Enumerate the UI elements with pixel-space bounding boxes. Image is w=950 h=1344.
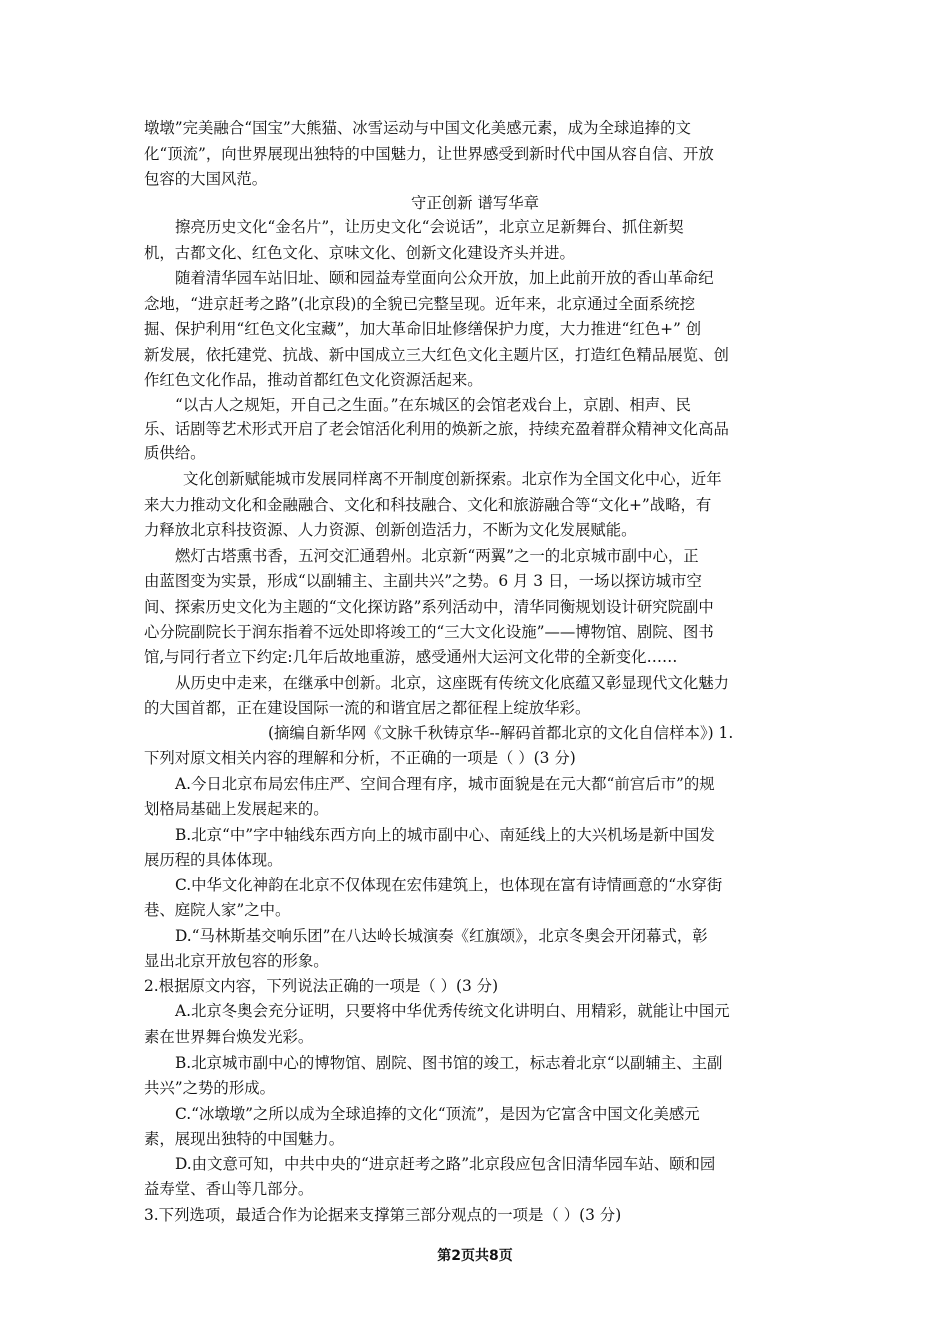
text-line: 来大力推动文化和金融融合、文化和科技融合、文化和旅游融合等“文化+”战略，有 bbox=[144, 496, 712, 514]
text-line: 擦亮历史文化“金名片”，让历史文化“会说话”，北京立足新舞台、抓住新契 bbox=[175, 218, 684, 236]
section-heading: 守正创新 谱写华章 bbox=[410, 194, 540, 212]
text-line: 随着清华园车站旧址、颐和园益寿堂面向公众开放，加上此前开放的香山革命纪 bbox=[175, 269, 714, 287]
source-citation: (摘编自新华网《文脉千秋铸京华--解码首都北京的文化自信样本》) 1. bbox=[268, 724, 734, 742]
text-line: 素，展现出独特的中国魅力。 bbox=[144, 1130, 345, 1148]
text-line: 力释放北京科技资源、人力资源、创新创造活力，不断为文化发展赋能。 bbox=[144, 521, 637, 539]
option-c: C.“冰墩墩”之所以成为全球追捧的文化“顶流”，是因为它富含中国文化美感元 bbox=[175, 1105, 700, 1123]
option-a: A.北京冬奥会充分证明，只要将中华优秀传统文化讲明白、用精彩，就能让中国元 bbox=[175, 1002, 730, 1020]
text-line: 的大国首都，正在建设国际一流的和谐宜居之都征程上绽放华彩。 bbox=[144, 699, 591, 717]
text-line: 念地，“进京赶考之路”(北京段)的全貌已完整呈现。近年来，北京通过全面系统挖 bbox=[144, 295, 696, 313]
text-line: 共兴”之势的形成。 bbox=[144, 1079, 275, 1097]
text-line: 间、探索历史文化为主题的“文化探访路”系列活动中，清华同衡规划设计研究院副中 bbox=[144, 598, 714, 616]
text-line: 划格局基础上发展起来的。 bbox=[144, 800, 329, 818]
option-b: B.北京城市副中心的博物馆、剧院、图书馆的竣工，标志着北京“以副辅主、主副 bbox=[175, 1054, 723, 1072]
text-line: 包容的大国风范。 bbox=[144, 170, 268, 188]
text-line: 心分院副院长于润东指着不远处即将竣工的“三大文化设施”——博物馆、剧院、图书 bbox=[144, 623, 714, 641]
question-stem: 下列对原文相关内容的理解和分析，不正确的一项是（ ）(3 分) bbox=[144, 749, 576, 767]
text-line: 掘、保护利用“红色文化宝藏”，加大革命旧址修缮保护力度，大力推进“红色+” 创 bbox=[144, 320, 702, 338]
text-line: 乐、话剧等艺术形式开启了老会馆活化利用的焕新之旅，持续充盈着群众精神文化高品 bbox=[144, 420, 729, 438]
text-line: 墩墩”完美融合“国宝”大熊猫、冰雪运动与中国文化美感元素，成为全球追捧的文 bbox=[144, 119, 691, 137]
text-line: 展历程的具体体现。 bbox=[144, 851, 283, 869]
text-line: 素在世界舞台焕发光彩。 bbox=[144, 1028, 314, 1046]
option-d: D.“马林斯基交响乐团”在八达岭长城演奏《红旗颂》，北京冬奥会开闭幕式，彰 bbox=[175, 927, 708, 945]
text-line: 质供给。 bbox=[144, 444, 206, 462]
text-line: 由蓝图变为实景，形成“以副辅主、主副共兴”之势。6 月 3 日，一场以探访城市空 bbox=[144, 572, 702, 590]
option-c: C.中华文化神韵在北京不仅体现在宏伟建筑上，也体现在富有诗情画意的“水穿街 bbox=[175, 876, 723, 894]
option-a: A.今日北京布局宏伟庄严、空间合理有序，城市面貌是在元大都“前宫后市”的规 bbox=[175, 775, 715, 793]
page-number: 第2页共8页 bbox=[437, 1248, 513, 1264]
text-line: 作红色文化作品，推动首都红色文化资源活起来。 bbox=[144, 371, 483, 389]
text-line: 化“顶流”，向世界展现出独特的中国魅力，让世界感受到新时代中国从容自信、开放 bbox=[144, 145, 714, 163]
text-line: 机，古都文化、红色文化、京味文化、创新文化建设齐头并进。 bbox=[144, 244, 575, 262]
question-stem: 2.根据原文内容，下列说法正确的一项是（ ）(3 分) bbox=[144, 977, 499, 995]
text-line: 馆,与同行者立下约定:几年后故地重游，感受通州大运河文化带的全新变化…… bbox=[144, 648, 678, 666]
option-b: B.北京“中”字中轴线东西方向上的城市副中心、南延线上的大兴机场是新中国发 bbox=[175, 826, 715, 844]
question-stem: 3.下列选项，最适合作为论据来支撑第三部分观点的一项是（ ）(3 分) bbox=[144, 1206, 622, 1224]
text-line: 益寿堂、香山等几部分。 bbox=[144, 1180, 314, 1198]
text-line: 文化创新赋能城市发展同样离不开制度创新探索。北京作为全国文化中心，近年 bbox=[183, 470, 722, 488]
text-line: 新发展，依托建党、抗战、新中国成立三大红色文化主题片区，打造红色精品展览、创 bbox=[144, 346, 729, 364]
option-d: D.由文意可知，中共中央的“进京赶考之路”北京段应包含旧清华园车站、颐和园 bbox=[175, 1155, 716, 1173]
text-line: 巷、庭院人家”之中。 bbox=[144, 901, 291, 919]
text-line: “以古人之规矩，开自己之生面。”在东城区的会馆老戏台上，京剧、相声、民 bbox=[175, 396, 691, 414]
text-line: 显出北京开放包容的形象。 bbox=[144, 952, 329, 970]
text-line: 燃灯古塔熏书香，五河交汇通碧州。北京新“两翼”之一的北京城市副中心，正 bbox=[175, 547, 699, 565]
text-line: 从历史中走来，在继承中创新。北京，这座既有传统文化底蕴又彰显现代文化魅力 bbox=[175, 674, 730, 692]
